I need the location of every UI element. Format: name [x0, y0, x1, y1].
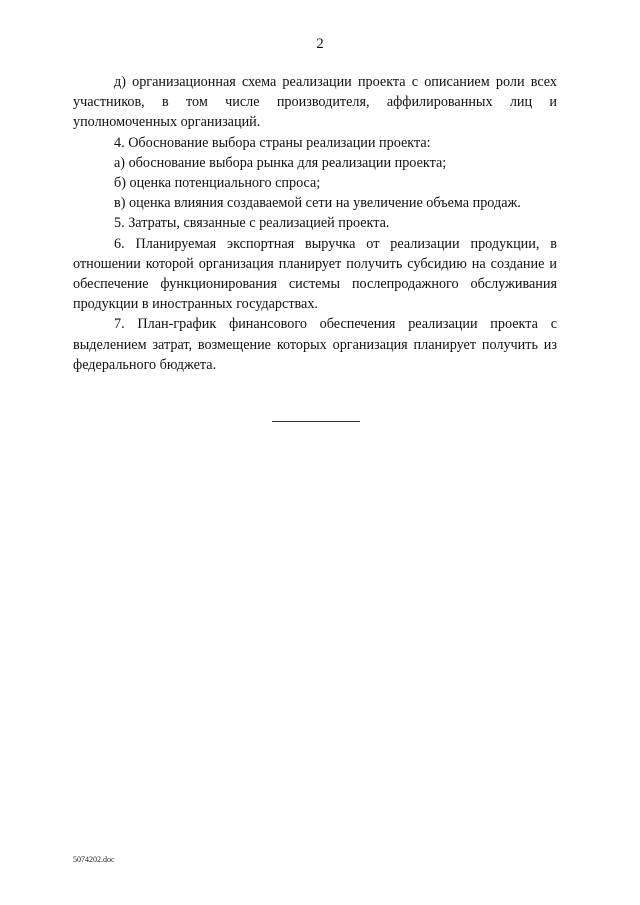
- paragraph-financing-schedule: 7. План-график финансового обеспечения реализации проекта с выделением затрат, возмещение которых организация планирует получить из федерального бюджета.: [73, 316, 557, 373]
- paragraph-org-scheme: д) организационная схема реализации проекта с описанием роли всех участников, в том числе производителя, аффилированных лиц и уполномоченных организаций.: [73, 74, 557, 131]
- paragraph-network-impact: в) оценка влияния создаваемой сети на увеличение объема продаж.: [114, 195, 521, 212]
- paragraph-export-revenue: 6. Планируемая экспортная выручка от реализации продукции, в отношении которой организация планирует получить субсидию на создание и обеспечение функционирования системы послепродажного обслуживания продукции в иностранных государствах.: [73, 235, 557, 313]
- paragraph-demand-estimate: б) оценка потенциального спроса;: [114, 175, 321, 192]
- end-of-text-divider: [272, 421, 360, 422]
- document-code: 5074202.doc: [73, 855, 115, 864]
- document-body: [73, 72, 557, 375]
- paragraph-country-justification: 4. Обоснование выбора страны реализации проекта:: [114, 134, 431, 151]
- paragraph-project-costs: 5. Затраты, связанные с реализацией проекта.: [114, 215, 390, 232]
- page-number: 2: [316, 36, 324, 52]
- paragraph-market-choice: а) обоснование выбора рынка для реализации проекта;: [114, 154, 447, 171]
